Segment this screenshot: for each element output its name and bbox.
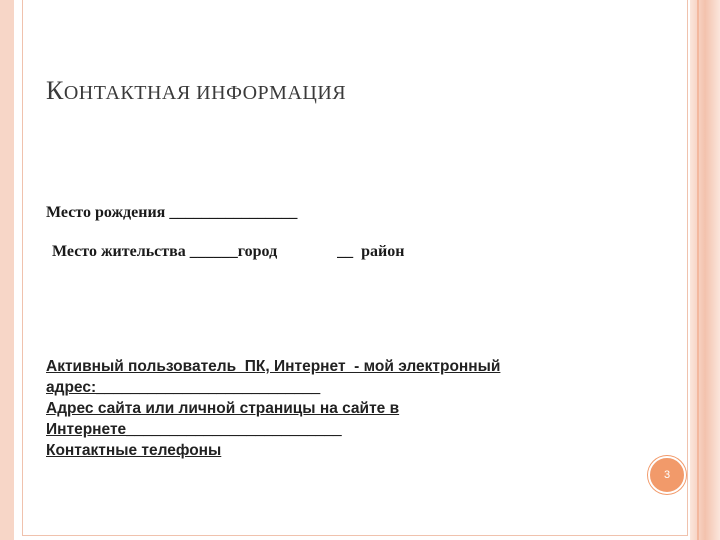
- slide-frame-right-line: [697, 0, 699, 540]
- slide-frame-left: [0, 0, 14, 540]
- residence-line: Место жительства ______город __ район: [52, 243, 405, 260]
- slide-frame-right: [690, 0, 720, 540]
- slide-title-rest: ОНТАКТНАЯ ИНФОРМАЦИЯ: [63, 82, 347, 104]
- slide-title: [46, 76, 346, 106]
- website-line: Адрес сайта или личной страницы на сайте в: [46, 400, 400, 417]
- slide-title-first-letter: К: [46, 76, 64, 105]
- active-user-line: Активный пользователь ПК, Интернет - мой электронный: [46, 358, 501, 375]
- phones-line: Контактные телефоны: [46, 442, 222, 459]
- contact-details-block: [46, 356, 606, 461]
- page-number-badge: 3: [648, 456, 686, 494]
- birthplace-line: Место рождения ________________: [46, 204, 298, 221]
- email-line: адрес:__________________________: [46, 379, 321, 396]
- internet-line: Интернете_________________________: [46, 421, 342, 438]
